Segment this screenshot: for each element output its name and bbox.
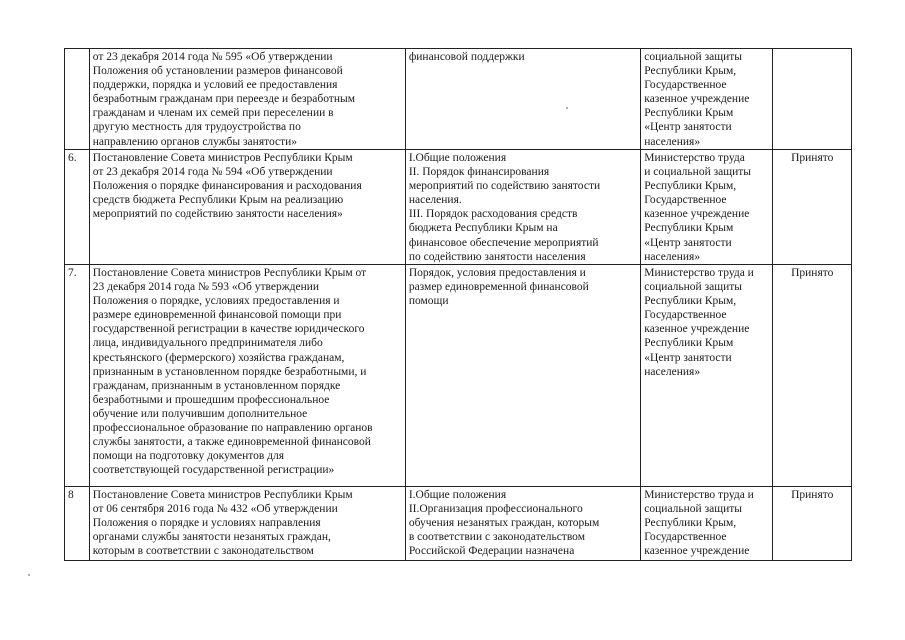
text-line: в соответствии с законодательством: [408, 531, 585, 544]
status-cell: Принято: [773, 265, 852, 487]
text-line: Положения о порядке и условиях направления: [92, 517, 321, 530]
text-line: безработными и прошедшим профессиональное: [92, 393, 330, 406]
table-row: [65, 265, 852, 487]
text-line: казенное учреждение: [644, 208, 750, 221]
table-row: [65, 487, 852, 561]
text-line: размер единовременной финансовой: [408, 281, 589, 294]
text-line: Министерство труда и: [644, 489, 754, 501]
text-line: 23 декабря 2014 года № 593 «Об утверждении: [92, 281, 320, 294]
text-line: финансовой поддержки: [408, 51, 525, 63]
text-line: обучение или получившим дополнительное: [92, 407, 308, 420]
responsible-org-cell: [641, 150, 773, 265]
text-line: средств бюджета Республики Крым на реализацию: [92, 194, 344, 207]
text-line: Государственное: [644, 309, 727, 322]
table-row: [65, 150, 852, 265]
responsible-org-cell: [641, 487, 773, 561]
text-line: Постановление Совета министров Республики Крым от: [92, 267, 367, 279]
text-line: которым в соответствии с законодательством: [92, 545, 314, 558]
text-line: направлению органов службы занятости»: [92, 135, 298, 148]
text-line: признанным в установленном порядке безработными, и: [92, 365, 367, 378]
text-line: II. Порядок финансирования: [408, 166, 550, 179]
text-line: II.Организация профессионального: [408, 503, 583, 516]
text-line: лица, индивидуального предпринимателя либо: [92, 337, 323, 350]
text-line: населения.: [408, 194, 462, 207]
text-line: Республики Крым: [644, 107, 734, 120]
status-cell: Принято: [773, 487, 852, 561]
text-line: Положения о порядке, условиях предоставления и: [92, 295, 340, 308]
text-line: государственной регистрации в качестве юридического: [92, 323, 365, 336]
text-line: казенное учреждение: [644, 93, 750, 106]
sections-cell: [405, 487, 640, 561]
status-cell: Принято: [773, 150, 852, 265]
text-line: размере единовременной финансовой помощи при: [92, 309, 342, 322]
text-line: населения»: [644, 365, 701, 378]
text-line: Министерство труда и: [644, 267, 754, 279]
text-line: гражданам и членам их семей при переселении в: [92, 107, 334, 120]
text-line: I.Общие положения: [408, 489, 507, 501]
text-line: гражданам, признанным в установленном порядке: [92, 379, 341, 392]
text-line: от 06 сентября 2016 года № 432 «Об утверждении: [92, 503, 338, 516]
text-line: соответствующей государственной регистрации»: [92, 464, 335, 477]
text-line: поддержки, порядка и условий ее предоставления: [92, 79, 338, 92]
text-line: Положения о порядке финансирования и расходования: [92, 180, 362, 193]
text-line: бюджета Республики Крым на: [408, 222, 558, 235]
text-line: мероприятий по содействию занятости: [408, 180, 601, 193]
sections-cell: [405, 150, 640, 265]
text-line: помощи на подготовку документов для: [92, 450, 285, 463]
row-number: [65, 49, 90, 150]
document-title-cell: [89, 49, 405, 150]
text-line: обучения незанятых граждан, которым: [408, 517, 600, 530]
document-title-cell: [89, 487, 405, 561]
regulations-table: [64, 48, 852, 561]
responsible-org-cell: [641, 49, 773, 150]
text-line: службы занятости, а также единовременной финансовой: [92, 436, 371, 449]
text-line: Государственное: [644, 79, 727, 92]
text-line: мероприятий по содействию занятости населения»: [92, 208, 343, 221]
text-line: Постановление Совета министров Республики Крым: [92, 152, 353, 164]
text-line: Республики Крым,: [644, 180, 737, 193]
text-line: казенное учреждение: [644, 545, 750, 558]
text-line: безработным гражданам при переезде и безработным: [92, 93, 355, 106]
text-line: III. Порядок расходования средств: [408, 208, 578, 221]
text-line: Порядок, условия предоставления и: [408, 267, 586, 279]
text-line: Постановление Совета министров Республики Крым: [92, 489, 353, 501]
document-title-cell: [89, 265, 405, 487]
scan-speck: [28, 574, 30, 576]
status-cell: [773, 49, 852, 150]
text-line: социальной защиты: [644, 51, 742, 63]
text-line: Министерство труда: [644, 152, 745, 164]
responsible-org-cell: [641, 265, 773, 487]
row-number: 6.: [65, 150, 90, 265]
text-line: другую местность для трудоустройства по: [92, 121, 301, 134]
text-line: финансовое обеспечение мероприятий: [408, 236, 599, 249]
sections-cell: [405, 265, 640, 487]
text-line: от 23 декабря 2014 года № 594 «Об утверждении: [92, 166, 333, 179]
row-number: 8: [65, 487, 90, 561]
text-line: органами службы занятости незанятых граждан,: [92, 531, 331, 544]
text-line: населения»: [644, 135, 701, 148]
table-row: [65, 49, 852, 150]
table-body: [65, 49, 852, 561]
text-line: Республики Крым: [644, 337, 734, 350]
sections-cell: [405, 49, 640, 150]
text-line: казенное учреждение: [644, 323, 750, 336]
scan-speck: [566, 107, 568, 109]
text-line: Республики Крым: [644, 222, 734, 235]
text-line: помощи: [408, 295, 449, 308]
text-line: Российской Федерации назначена: [408, 545, 575, 558]
text-line: Государственное: [644, 194, 727, 207]
text-line: населения»: [644, 250, 701, 263]
text-line: Положения об установлении размеров финансовой: [92, 65, 343, 78]
text-line: крестьянского (фермерского) хозяйства гражданам,: [92, 351, 345, 364]
row-number: 7.: [65, 265, 90, 487]
text-line: социальной защиты: [644, 281, 742, 294]
text-line: профессиональное образование по направлению органов: [92, 422, 373, 435]
text-line: I.Общие положения: [408, 152, 507, 164]
text-line: Государственное: [644, 531, 727, 544]
text-line: Республики Крым,: [644, 65, 737, 78]
text-line: Республики Крым,: [644, 295, 737, 308]
text-line: от 23 декабря 2014 года № 595 «Об утверждении: [92, 51, 333, 63]
text-line: и социальной защиты: [644, 166, 752, 179]
text-line: «Центр занятости: [644, 121, 732, 134]
document-title-cell: [89, 150, 405, 265]
text-line: социальной защиты: [644, 503, 742, 516]
text-line: по содействию занятости населения: [408, 250, 586, 263]
text-line: Республики Крым,: [644, 517, 737, 530]
text-line: «Центр занятости: [644, 236, 732, 249]
text-line: «Центр занятости: [644, 351, 732, 364]
